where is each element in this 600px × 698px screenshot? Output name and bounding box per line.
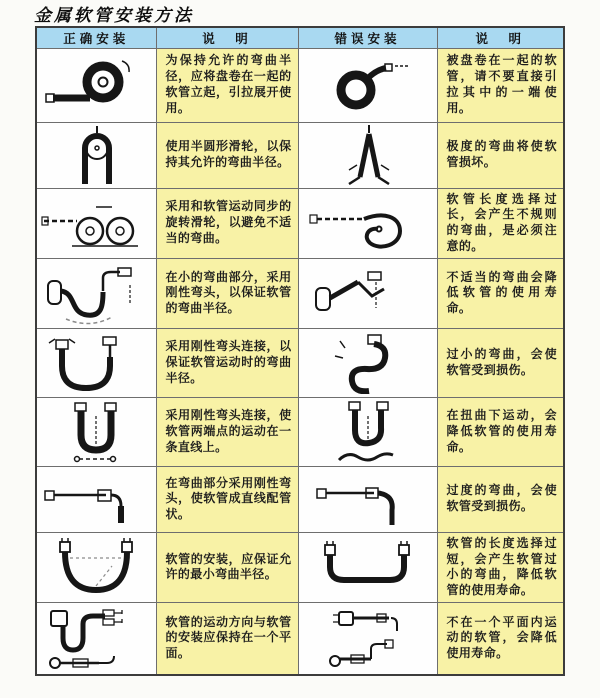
wrong-description xyxy=(437,122,564,188)
wrong-description xyxy=(437,603,564,675)
correct-illustration-cell xyxy=(36,122,156,188)
wrong-illustration-cell xyxy=(298,603,437,675)
table-row xyxy=(36,258,564,328)
correct-illustration-cell xyxy=(36,258,156,328)
single-plane-motion-hose-icon xyxy=(41,605,151,671)
extreme-bend-hose-icon xyxy=(313,125,423,185)
correct-illustration-cell xyxy=(36,328,156,397)
header-description-1: 说 明 xyxy=(156,27,298,48)
description-text: 采用和软管运动同步的旋转滑轮，以避免不适当的弯曲。 xyxy=(165,199,292,246)
description-text: 软管的运动方向与软管的安装应保持在一个平面。 xyxy=(165,614,292,661)
page-title: 金属软管安装方法 xyxy=(34,6,194,25)
description-text: 过度的弯曲，会使软管受到损伤。 xyxy=(446,483,557,514)
description-text: 不在一个平面内运动的软管，会降低使用寿命。 xyxy=(446,614,557,661)
wrong-illustration-cell xyxy=(298,188,437,258)
straight-pipe-rigid-elbow-icon xyxy=(40,470,152,528)
table-row xyxy=(36,48,564,122)
table-row xyxy=(36,328,564,397)
description-text: 为保持允许的弯曲半径，应将盘卷在一起的软管立起，引拉展开使用。 xyxy=(165,53,292,115)
description-text: 在小的弯曲部分，采用刚性弯头，以保证软管的弯曲半径。 xyxy=(165,269,292,316)
wrong-illustration-cell xyxy=(298,397,437,466)
wrong-description xyxy=(437,532,564,602)
description-text: 采用刚性弯头连接，使软管两端点的运动在一条直线上。 xyxy=(165,408,292,454)
description-text: 极度的弯曲将使软管损坏。 xyxy=(446,139,557,169)
table-row xyxy=(36,466,564,532)
wrong-description xyxy=(437,328,564,397)
correct-description xyxy=(156,48,298,122)
description-text: 过小的弯曲，会使软管受到损伤。 xyxy=(446,346,557,377)
description-text: 不适当的弯曲会降低软管的使用寿命。 xyxy=(446,269,557,316)
correct-description xyxy=(156,122,298,188)
too-small-bend-hose-icon xyxy=(313,332,423,394)
out-of-plane-hose-icon xyxy=(313,605,423,671)
correct-illustration-cell xyxy=(36,466,156,532)
description-text: 软管长度选择过长，会产生不规则的弯曲，是必须注意的。 xyxy=(446,191,557,253)
description-text: 软管的长度选择过短，会产生软管过小的弯曲，降低软管的使用寿命。 xyxy=(446,535,557,598)
correct-illustration-cell xyxy=(36,532,156,602)
description-text: 在扭曲下运动，会降低软管的使用寿命。 xyxy=(446,408,557,454)
installation-methods-table xyxy=(35,26,565,676)
improper-bend-hose-icon xyxy=(308,262,428,324)
hose-on-semicircular-pulley-icon xyxy=(41,125,151,185)
overlong-hose-loop-icon xyxy=(308,193,428,253)
twisted-u-hose-icon xyxy=(313,400,423,464)
wrong-description xyxy=(437,397,564,466)
header-row xyxy=(36,27,564,48)
correct-description xyxy=(156,258,298,328)
correct-description xyxy=(156,188,298,258)
header-wrong-install: 错误安装 xyxy=(298,27,437,48)
description-text: 被盘卷在一起的软管，请不要直接引拉其中的一端使用。 xyxy=(446,53,557,115)
correct-description xyxy=(156,328,298,397)
wrong-illustration-cell xyxy=(298,328,437,397)
correct-description xyxy=(156,532,298,602)
description-text: 软管的安装，应保证允许的最小弯曲半径。 xyxy=(165,551,292,582)
table-row xyxy=(36,603,564,675)
wrong-description xyxy=(437,188,564,258)
table-row xyxy=(36,122,564,188)
description-text: 使用半圆形滑轮，以保持其允许的弯曲半径。 xyxy=(165,139,292,169)
wrong-illustration-cell xyxy=(298,48,437,122)
correct-description xyxy=(156,466,298,532)
inline-motion-u-hose-icon xyxy=(41,400,151,464)
correct-illustration-cell xyxy=(36,188,156,258)
header-description-2: 说 明 xyxy=(437,27,564,48)
header-correct-install: 正确安装 xyxy=(36,27,156,48)
correct-description xyxy=(156,603,298,675)
table-row xyxy=(36,532,564,602)
too-short-hose-icon xyxy=(308,536,428,598)
wrong-description xyxy=(437,466,564,532)
correct-illustration-cell xyxy=(36,603,156,675)
synchronized-rotating-pulleys-icon xyxy=(40,193,152,253)
correct-illustration-cell xyxy=(36,48,156,122)
wrong-illustration-cell xyxy=(298,122,437,188)
coiled-hose-upright-icon xyxy=(41,54,151,116)
rigid-elbow-small-bend-icon xyxy=(40,261,152,325)
rigid-elbow-connection-icon xyxy=(41,332,151,394)
table-row xyxy=(36,397,564,466)
min-bend-radius-u-hose-icon xyxy=(40,536,152,598)
correct-illustration-cell xyxy=(36,397,156,466)
correct-description xyxy=(156,397,298,466)
coiled-hose-pulled-icon xyxy=(308,54,428,116)
table-row xyxy=(36,188,564,258)
wrong-illustration-cell xyxy=(298,258,437,328)
wrong-description xyxy=(437,258,564,328)
wrong-illustration-cell xyxy=(298,466,437,532)
wrong-description xyxy=(437,48,564,122)
overbent-hose-icon xyxy=(312,470,424,528)
description-text: 在弯曲部分采用刚性弯头，使软管成直线配管状。 xyxy=(165,475,292,522)
description-text: 采用刚性弯头连接，以保证软管运动时的弯曲半径。 xyxy=(165,339,292,385)
wrong-illustration-cell xyxy=(298,532,437,602)
